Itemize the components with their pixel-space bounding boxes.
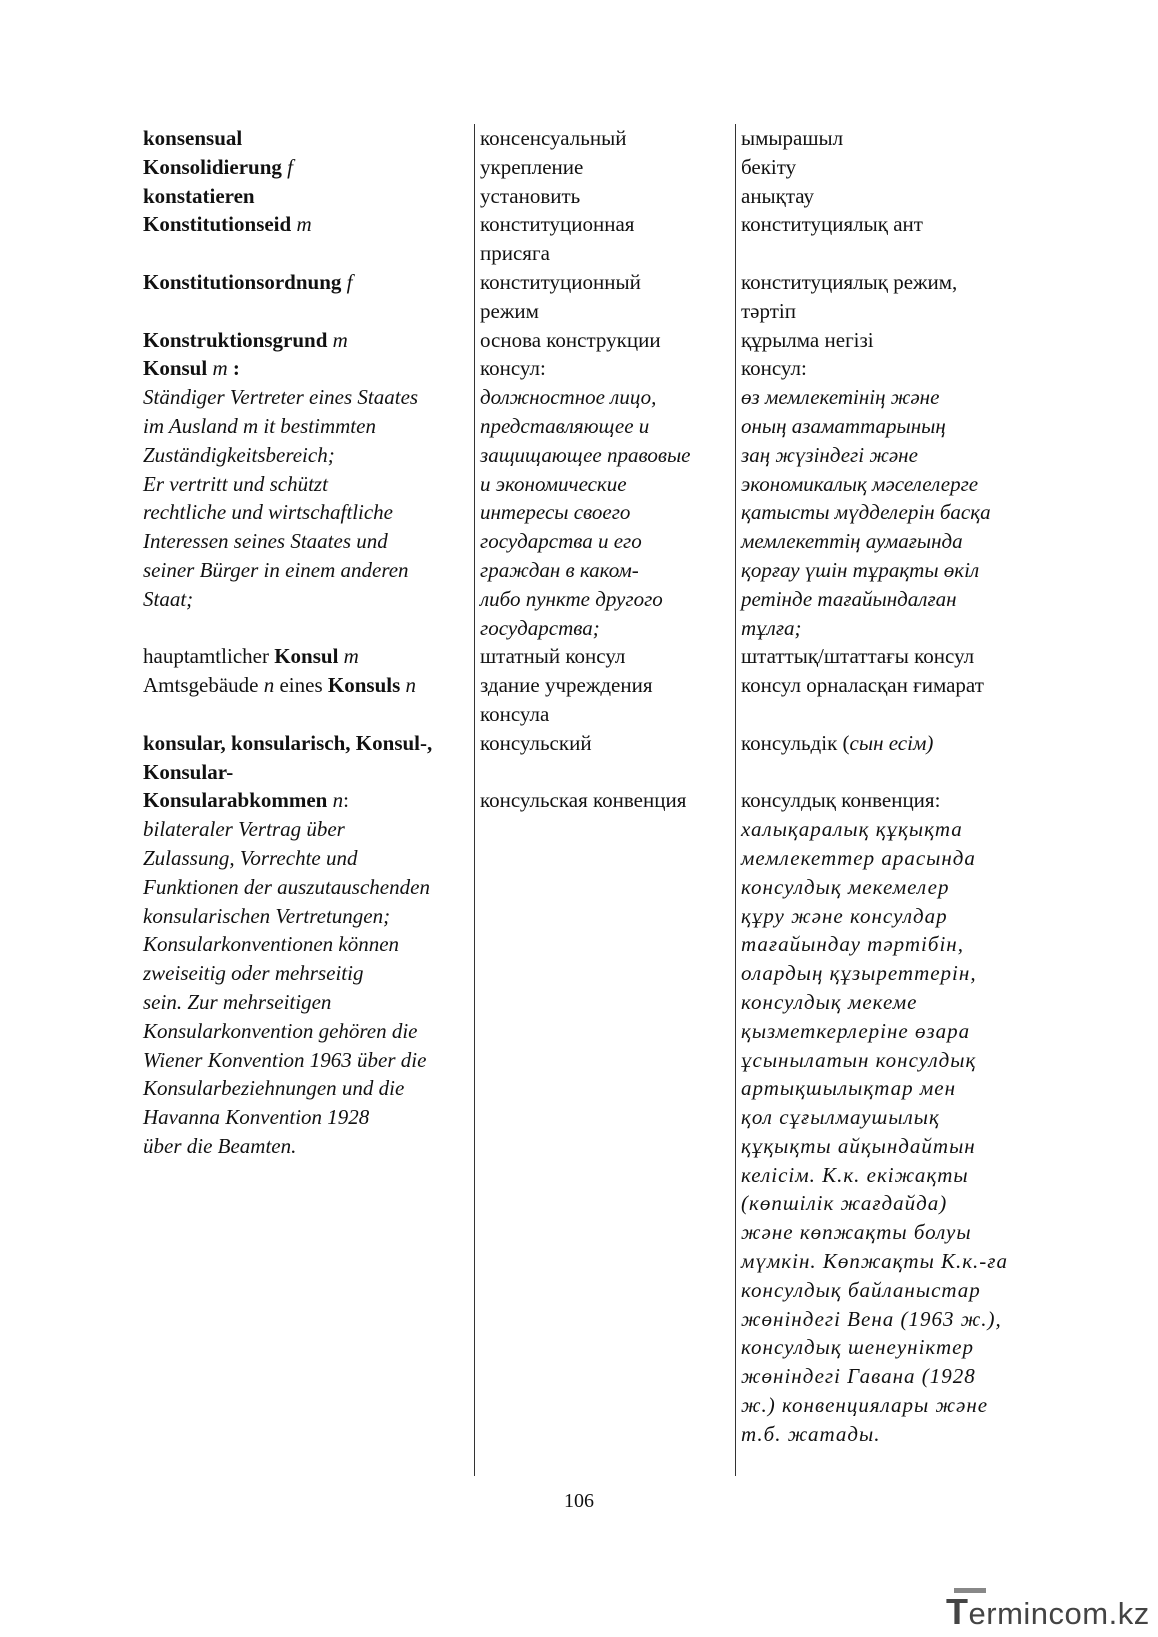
german-line bbox=[143, 1103, 473, 1132]
german-line bbox=[143, 729, 473, 758]
german-line bbox=[143, 1074, 473, 1103]
kazakh-text: консульдік ( bbox=[741, 730, 850, 755]
german-line bbox=[143, 642, 473, 671]
russian-text: здание учреждения bbox=[480, 673, 653, 698]
kazakh-text: консул: bbox=[741, 356, 807, 381]
kazakh-line bbox=[741, 412, 1061, 441]
russian-line bbox=[480, 210, 730, 239]
kazakh-line bbox=[741, 153, 1061, 182]
kazakh-line bbox=[741, 671, 1061, 700]
german-text: seiner Bürger in einem anderen bbox=[143, 557, 409, 582]
russian-text: государства и его bbox=[480, 529, 642, 554]
kazakh-text: құқықты айқындайтын bbox=[741, 1133, 976, 1158]
german-text: Konsularkonventionen können bbox=[143, 932, 400, 957]
kazakh-text: консулдық байланыстар bbox=[741, 1277, 981, 1302]
russian-line bbox=[480, 585, 730, 614]
kazakh-text: ұсынылатын консулдық bbox=[741, 1047, 977, 1072]
german-text: zweiseitig oder mehrseitig bbox=[143, 961, 364, 986]
german-text: konsensual bbox=[143, 126, 243, 150]
kazakh-line bbox=[741, 124, 1061, 153]
german-text: konsularischen Vertretungen; bbox=[143, 903, 391, 928]
german-text: Interessen seines Staates und bbox=[143, 529, 388, 554]
german-text: sein. Zur mehrseitigen bbox=[143, 989, 332, 1014]
german-text: Konsularbeziehnungen und die bbox=[143, 1076, 405, 1101]
kazakh-text: мемлекеттер арасында bbox=[741, 845, 976, 870]
german-text: Amtsgebäude bbox=[143, 673, 264, 698]
kazakh-text: конституциялық режим, bbox=[741, 269, 958, 294]
kazakh-line bbox=[741, 182, 1061, 211]
german-text: n bbox=[400, 673, 417, 698]
german-text: im Ausland m it bestimmten bbox=[143, 413, 376, 438]
kazakh-line bbox=[741, 470, 1061, 499]
kazakh-line bbox=[741, 383, 1061, 412]
german-line bbox=[143, 268, 473, 297]
german-text: bilateraler Vertrag über bbox=[143, 817, 345, 842]
kazakh-line bbox=[741, 527, 1061, 556]
russian-text: граждан в каком- bbox=[480, 557, 639, 582]
kazakh-line bbox=[741, 1420, 1061, 1449]
russian-text: присяга bbox=[480, 241, 550, 266]
column-divider bbox=[735, 124, 736, 1476]
kazakh-line bbox=[741, 758, 1061, 787]
german-text: Konsul bbox=[274, 644, 339, 669]
russian-line bbox=[480, 124, 730, 153]
kazakh-text: құрылма негізі bbox=[741, 327, 874, 352]
russian-text: защищающее правовые bbox=[480, 442, 691, 467]
german-line bbox=[143, 556, 473, 585]
russian-text: консула bbox=[480, 701, 550, 726]
russian-line bbox=[480, 412, 730, 441]
kazakh-line bbox=[741, 642, 1061, 671]
kazakh-line bbox=[741, 1333, 1061, 1362]
russian-text: конституционная bbox=[480, 212, 635, 237]
kazakh-line bbox=[741, 1074, 1061, 1103]
kazakh-text: консул орналасқан ғимарат bbox=[741, 673, 984, 698]
kazakh-text: тәртіп bbox=[741, 298, 796, 323]
german-text: n bbox=[332, 788, 344, 813]
kazakh-text: ж.) конвенциялары және bbox=[741, 1393, 989, 1418]
german-line bbox=[143, 844, 473, 873]
kazakh-line bbox=[741, 902, 1061, 931]
kazakh-text: қорғау үшін тұрақты өкіл bbox=[741, 557, 980, 582]
kazakh-line bbox=[741, 210, 1061, 239]
german-text: m bbox=[296, 212, 312, 237]
german-line bbox=[143, 210, 473, 239]
german-line bbox=[143, 412, 473, 441]
russian-text: режим bbox=[480, 298, 539, 323]
german-text: Konstruktionsgrund bbox=[143, 327, 333, 352]
german-line bbox=[143, 758, 473, 787]
russian-line bbox=[480, 297, 730, 326]
kazakh-line bbox=[741, 1132, 1061, 1161]
russian-text: штатный консул bbox=[480, 644, 626, 669]
russian-line bbox=[480, 153, 730, 182]
kazakh-text: тұлға; bbox=[741, 615, 802, 640]
russian-line bbox=[480, 671, 730, 700]
kazakh-line bbox=[741, 1305, 1061, 1334]
column-divider bbox=[474, 124, 475, 1476]
kazakh-line bbox=[741, 1276, 1061, 1305]
kazakh-text: ретінде тағайындалған bbox=[741, 586, 957, 611]
kazakh-text: мүмкін. Көпжақты К.к.-ға bbox=[741, 1249, 1008, 1274]
german-text: Zulassung, Vorrechte und bbox=[143, 845, 358, 870]
kazakh-line bbox=[741, 585, 1061, 614]
german-text: Er vertritt und schützt bbox=[143, 471, 328, 496]
kazakh-line bbox=[741, 930, 1061, 959]
german-text: Konstitutionsordnung bbox=[143, 269, 347, 294]
russian-line bbox=[480, 700, 730, 729]
kazakh-line bbox=[741, 873, 1061, 902]
german-text: Ständiger Vertreter eines Staates bbox=[143, 385, 419, 410]
kazakh-text: мемлекеттің аумағында bbox=[741, 529, 963, 554]
russian-line bbox=[480, 527, 730, 556]
kazakh-column bbox=[741, 124, 1061, 1449]
russian-text: должностное лицо, bbox=[480, 385, 657, 410]
kazakh-text: халықаралық құқықта bbox=[741, 817, 963, 842]
german-line bbox=[143, 441, 473, 470]
kazakh-line bbox=[741, 1046, 1061, 1075]
german-line bbox=[143, 182, 473, 211]
german-line bbox=[143, 470, 473, 499]
kazakh-line bbox=[741, 1247, 1061, 1276]
russian-line bbox=[480, 758, 730, 787]
russian-line bbox=[480, 354, 730, 383]
page-number: 106 bbox=[564, 1490, 594, 1512]
kazakh-text: сын есім) bbox=[849, 730, 934, 755]
russian-line bbox=[480, 556, 730, 585]
kazakh-text: анықтау bbox=[741, 183, 815, 208]
kazakh-line bbox=[741, 786, 1061, 815]
kazakh-text: және көпжақты болуы bbox=[741, 1220, 972, 1245]
russian-text: представляющее и bbox=[480, 413, 650, 438]
german-line bbox=[143, 326, 473, 355]
kazakh-text: артықшылықтар мен bbox=[741, 1076, 957, 1101]
german-line bbox=[143, 585, 473, 614]
german-text: f bbox=[287, 154, 293, 179]
german-text: m bbox=[338, 644, 359, 669]
german-column bbox=[143, 124, 473, 1161]
german-line bbox=[143, 930, 473, 959]
kazakh-line bbox=[741, 239, 1061, 268]
german-text: konsular, konsularisch, Konsul-, bbox=[143, 730, 433, 755]
kazakh-line bbox=[741, 1189, 1061, 1218]
russian-line bbox=[480, 470, 730, 499]
russian-line bbox=[480, 326, 730, 355]
german-text: Konsolidierung bbox=[143, 154, 288, 179]
russian-line bbox=[480, 729, 730, 758]
kazakh-text: бекіту bbox=[741, 154, 797, 179]
russian-column bbox=[480, 124, 730, 815]
russian-line bbox=[480, 383, 730, 412]
kazakh-text: өз мемлекетінің және bbox=[741, 385, 940, 410]
german-line bbox=[143, 873, 473, 902]
german-text: Konsul bbox=[143, 356, 213, 381]
german-text: Havanna Konvention 1928 bbox=[143, 1105, 370, 1130]
russian-line bbox=[480, 498, 730, 527]
german-text: über die Beamten. bbox=[143, 1133, 297, 1158]
russian-line bbox=[480, 268, 730, 297]
german-text: m bbox=[212, 356, 228, 381]
russian-text: государства; bbox=[480, 615, 600, 640]
german-line bbox=[143, 297, 473, 326]
kazakh-text: экономикалық мәселелерге bbox=[741, 471, 979, 496]
russian-text: интересы своего bbox=[480, 500, 631, 525]
russian-text: консенсуальный bbox=[480, 126, 627, 150]
kazakh-line bbox=[741, 1391, 1061, 1420]
german-text: eines bbox=[274, 673, 328, 698]
kazakh-text: оның азаматтарының bbox=[741, 413, 946, 438]
kazakh-line bbox=[741, 268, 1061, 297]
kazakh-text: консулдық шенеуніктер bbox=[741, 1335, 974, 1360]
german-line bbox=[143, 354, 473, 383]
german-text: Konsularabkommen bbox=[143, 788, 333, 813]
russian-text: консул: bbox=[480, 356, 546, 381]
kazakh-text: заң жүзіндегі және bbox=[741, 442, 918, 467]
russian-line bbox=[480, 642, 730, 671]
german-line bbox=[143, 1017, 473, 1046]
kazakh-line bbox=[741, 1218, 1061, 1247]
german-text: Konstitutionseid bbox=[143, 212, 297, 237]
german-text: f bbox=[346, 269, 353, 294]
german-line bbox=[143, 498, 473, 527]
kazakh-text: т.б. жатады. bbox=[741, 1421, 881, 1446]
german-line bbox=[143, 1046, 473, 1075]
german-line bbox=[143, 988, 473, 1017]
kazakh-line bbox=[741, 354, 1061, 383]
german-text: : bbox=[227, 356, 240, 381]
russian-text: либо пункте другого bbox=[480, 586, 663, 611]
russian-line bbox=[480, 614, 730, 643]
german-line bbox=[143, 124, 473, 153]
kazakh-line bbox=[741, 1017, 1061, 1046]
german-line bbox=[143, 671, 473, 700]
russian-line bbox=[480, 441, 730, 470]
german-line bbox=[143, 815, 473, 844]
kazakh-line bbox=[741, 614, 1061, 643]
german-text: hauptamtlicher bbox=[143, 644, 275, 669]
kazakh-text: құру және консулдар bbox=[741, 903, 948, 928]
kazakh-line bbox=[741, 1362, 1061, 1391]
kazakh-line bbox=[741, 297, 1061, 326]
kazakh-line bbox=[741, 441, 1061, 470]
russian-text: установить bbox=[480, 183, 581, 208]
kazakh-text: қол сұғылмаушылық bbox=[741, 1105, 940, 1130]
kazakh-text: келісім. К.к. екіжақты bbox=[741, 1162, 969, 1187]
russian-text: консульская конвенция bbox=[480, 788, 687, 813]
russian-text: консульский bbox=[480, 730, 592, 755]
kazakh-text: консулдық мекемелер bbox=[741, 874, 950, 899]
kazakh-text: ымырашыл bbox=[741, 126, 844, 150]
watermark-logo: Termincom.kz bbox=[946, 1591, 1150, 1632]
kazakh-text: (көпшілік жағдайда) bbox=[741, 1191, 948, 1216]
kazakh-text: консулдық конвенция: bbox=[741, 788, 941, 813]
german-line bbox=[143, 1132, 473, 1161]
kazakh-text: қатысты мүдделерін басқа bbox=[741, 500, 991, 525]
german-line bbox=[143, 527, 473, 556]
russian-text: и экономические bbox=[480, 471, 627, 496]
kazakh-text: тағайындау тәртібін, bbox=[741, 932, 964, 957]
kazakh-text: консулдық мекеме bbox=[741, 989, 918, 1014]
kazakh-line bbox=[741, 326, 1061, 355]
german-text: Wiener Konvention 1963 über die bbox=[143, 1047, 427, 1072]
german-line bbox=[143, 786, 473, 815]
german-text: Konsuls bbox=[327, 673, 401, 698]
kazakh-text: қызметкерлеріне өзара bbox=[741, 1018, 971, 1043]
german-line bbox=[143, 700, 473, 729]
kazakh-line bbox=[741, 1161, 1061, 1190]
german-line bbox=[143, 902, 473, 931]
german-text: n bbox=[263, 673, 275, 698]
german-text: : bbox=[343, 788, 349, 813]
russian-text: основа конструкции bbox=[480, 327, 661, 352]
german-text: Zuständigkeitsbereich; bbox=[143, 442, 335, 467]
russian-line bbox=[480, 786, 730, 815]
german-text: Konsular- bbox=[143, 759, 234, 784]
german-text: Konsularkonvention gehören die bbox=[143, 1018, 418, 1043]
german-text: m bbox=[332, 327, 348, 352]
kazakh-text: олардың құзыреттерін, bbox=[741, 961, 977, 986]
kazakh-line bbox=[741, 815, 1061, 844]
german-text: Funktionen der auszutauschenden bbox=[143, 874, 430, 899]
german-line bbox=[143, 153, 473, 182]
kazakh-text: штаттық/штаттағы консул bbox=[741, 644, 975, 669]
kazakh-line bbox=[741, 959, 1061, 988]
kazakh-line bbox=[741, 988, 1061, 1017]
german-text: konstatieren bbox=[143, 183, 255, 208]
german-line bbox=[143, 239, 473, 268]
kazakh-line bbox=[741, 729, 1061, 758]
german-text: Staat; bbox=[143, 586, 194, 611]
german-line bbox=[143, 614, 473, 643]
kazakh-line bbox=[741, 556, 1061, 585]
kazakh-line bbox=[741, 844, 1061, 873]
kazakh-text: жөніндегі Вена (1963 ж.), bbox=[741, 1306, 1002, 1331]
russian-text: конституционный bbox=[480, 269, 641, 294]
german-line bbox=[143, 383, 473, 412]
kazakh-text: конституциялық ант bbox=[741, 212, 923, 237]
russian-line bbox=[480, 182, 730, 211]
german-text: rechtliche und wirtschaftliche bbox=[143, 500, 394, 525]
kazakh-line bbox=[741, 700, 1061, 729]
german-line bbox=[143, 959, 473, 988]
kazakh-text: жөніндегі Гавана (1928 bbox=[741, 1364, 976, 1389]
russian-line bbox=[480, 239, 730, 268]
russian-text: укрепление bbox=[480, 154, 584, 179]
kazakh-line bbox=[741, 1103, 1061, 1132]
kazakh-line bbox=[741, 498, 1061, 527]
